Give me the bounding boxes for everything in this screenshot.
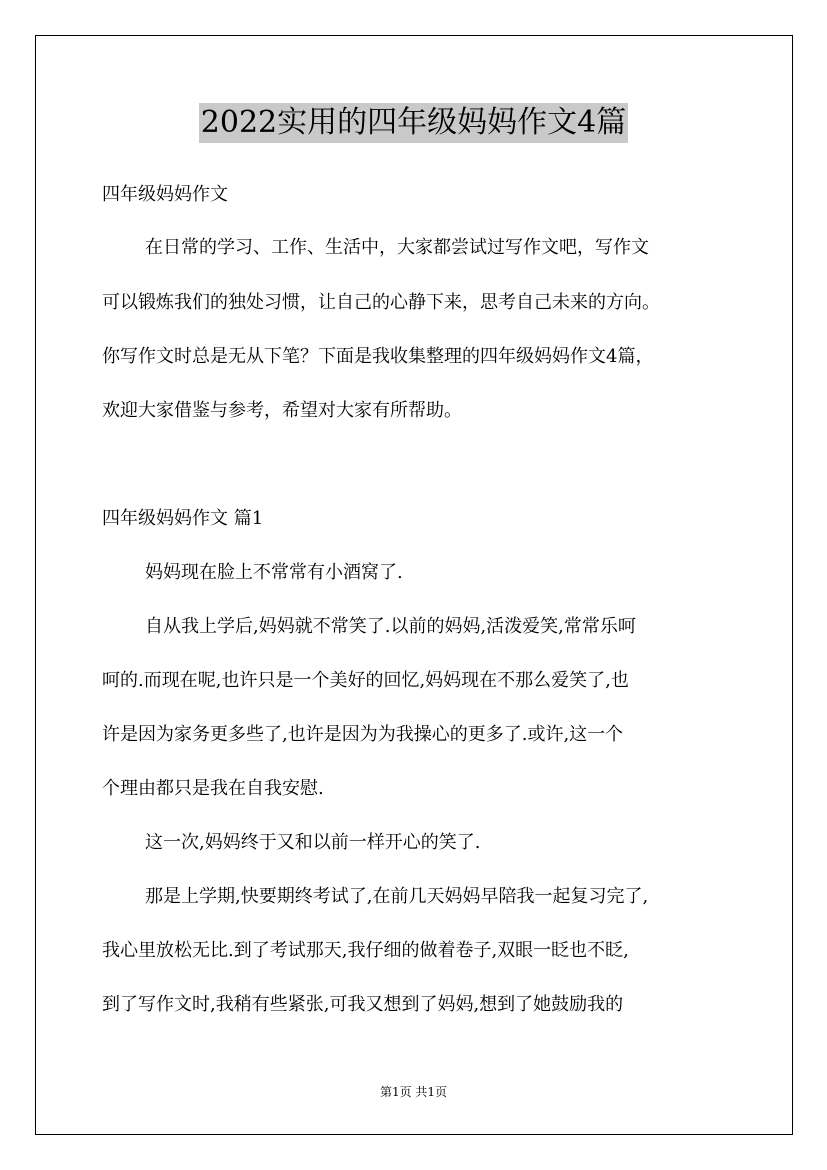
paragraph-line: 那是上学期,快要期终考试了,在前几天妈妈早陪我一起复习完了, <box>145 886 649 907</box>
section-heading: 四年级妈妈作文 <box>102 184 228 205</box>
paragraph-line: 这一次,妈妈终于又和以前一样开心的笑了. <box>145 832 481 853</box>
document-title: 2022实用的四年级妈妈作文4篇 <box>199 103 628 143</box>
page-footer: 第1页 共1页 <box>379 1085 448 1099</box>
section-heading: 四年级妈妈作文 篇1 <box>102 508 264 529</box>
paragraph-line: 呵的.而现在呢,也许只是一个美好的回忆,妈妈现在不那么爱笑了,也 <box>102 670 629 691</box>
paragraph-line: 自从我上学后,妈妈就不常笑了.以前的妈妈,活泼爱笑,常常乐呵 <box>145 616 636 637</box>
paragraph-line: 你写作文时总是无从下笔？下面是我收集整理的四年级妈妈作文4篇， <box>102 346 654 367</box>
paragraph-line: 妈妈现在脸上不常常有小酒窝了. <box>145 562 403 583</box>
paragraph-line: 可以锻炼我们的独处习惯，让自己的心静下来，思考自己未来的方向。 <box>102 292 660 313</box>
paragraph-line: 我心里放松无比.到了考试那天,我仔细的做着卷子,双眼一眨也不眨, <box>102 940 629 961</box>
paragraph-line: 欢迎大家借鉴与参考，希望对大家有所帮助。 <box>102 400 462 421</box>
paragraph-line: 在日常的学习、工作、生活中，大家都尝试过写作文吧，写作文 <box>145 237 649 258</box>
title-container <box>0 103 827 143</box>
paragraph-line: 到了写作文时,我稍有些紧张,可我又想到了妈妈,想到了她鼓励我的 <box>102 994 624 1015</box>
paragraph-line: 个理由都只是我在自我安慰. <box>102 778 324 799</box>
paragraph-line: 许是因为家务更多些了,也许是因为为我操心的更多了.或许,这一个 <box>102 724 624 745</box>
